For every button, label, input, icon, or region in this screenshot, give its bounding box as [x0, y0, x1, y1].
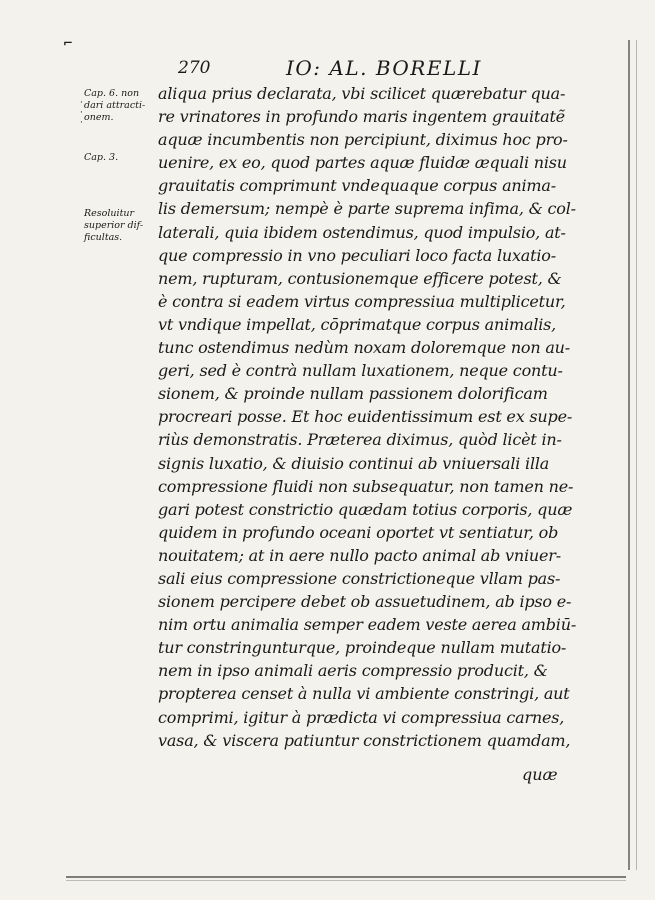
text-line: compressione fluidi non subsequatur, non tamen ne-: [158, 476, 574, 496]
text-line: nim ortu animalia semper eadem veste aerea ambiū-: [158, 615, 577, 635]
text-line: aliqua prius declarata, vbi scilicet quærebatur qua-: [158, 84, 566, 103]
text-line: vt vndique impellat, cōprimatque corpus animalis,: [158, 314, 557, 334]
running-head: IO: AL. BORELLI: [286, 56, 482, 80]
text-line: que compressio in vno peculiari loco facta luxatio-: [158, 245, 556, 265]
text-line: è contra si eadem virtus compressiua multiplicetur,: [158, 291, 566, 311]
page-edge-line: [636, 40, 637, 870]
margin-note-resoluitur: Resoluitur superior dif- ficultas.: [84, 208, 144, 243]
text-line: gari potest constrictio quædam totius corporis, quæ: [158, 499, 573, 519]
text-line: nouitatem; at in aere nullo pacto animal ab vniuer-: [158, 545, 561, 565]
text-line: tunc ostendimus nedùm noxam doloremque non au-: [158, 338, 570, 358]
text-line: tur constringunturque, proindeque nullam mutatio-: [158, 638, 567, 658]
text-line: quidem in profundo oceani oportet vt sentiatur, ob: [158, 522, 559, 542]
text-line: nem, rupturam, contusionemque efficere potest, &: [158, 268, 562, 288]
bottom-edge-line: [66, 876, 626, 878]
text-line: comprimi, igitur à prædicta vi compressiua carnes,: [158, 707, 565, 727]
text-line: re vrinatores in profundo maris ingentem grauitatẽ: [158, 107, 565, 127]
margin-note-cap-6: Cap. 6. non dari attracti- onem.: [84, 88, 146, 123]
text-line: propterea censet à nulla vi ambiente constringi, aut: [158, 684, 570, 704]
page-number: 270: [178, 58, 211, 78]
page-edge-line: [628, 40, 630, 870]
body-text: [158, 82, 590, 752]
text-line: aquæ incumbentis non percipiunt, diximus hoc pro-: [158, 130, 568, 150]
text-line: signis luxatio, & diuisio continui ab vniuersali illa: [158, 453, 550, 473]
catchword: quæ: [522, 765, 558, 784]
text-line: riùs demonstratis. Præterea diximus, quòd licèt in-: [158, 430, 562, 450]
corner-mark: ⌐: [63, 36, 74, 50]
text-line: laterali, quia ibidem ostendimus, quod impulsio, at-: [158, 222, 566, 242]
text-line: lis demersum; nempè è parte suprema infima, & col-: [158, 199, 576, 219]
text-line: nem in ipso animali aeris compressio producit, &: [158, 661, 548, 681]
margin-ink-marks: · · ·: [80, 98, 83, 128]
text-line: sali eius compressione constrictioneque vllam pas-: [158, 568, 561, 588]
text-line: procreari posse. Et hoc euidentissimum est ex supe-: [158, 407, 573, 427]
text-line: vasa, & viscera patiuntur constrictionem quamdam,: [158, 730, 571, 750]
text-line: geri, sed è contrà nullam luxationem, neque contu-: [158, 361, 563, 381]
text-line: sionem, & proinde nullam passionem dolorificam: [158, 384, 548, 404]
margin-note-cap-3: Cap. 3.: [84, 152, 119, 163]
page-header: [178, 56, 482, 82]
text-line: uenire, ex eo, quod partes aquæ fluidæ æquali nisu: [158, 153, 567, 173]
bottom-edge-line: [66, 880, 626, 881]
text-line: grauitatis comprimunt vndequaque corpus anima-: [158, 176, 556, 196]
text-line: sionem percipere debet ob assuetudinem, ab ipso e-: [158, 592, 572, 612]
